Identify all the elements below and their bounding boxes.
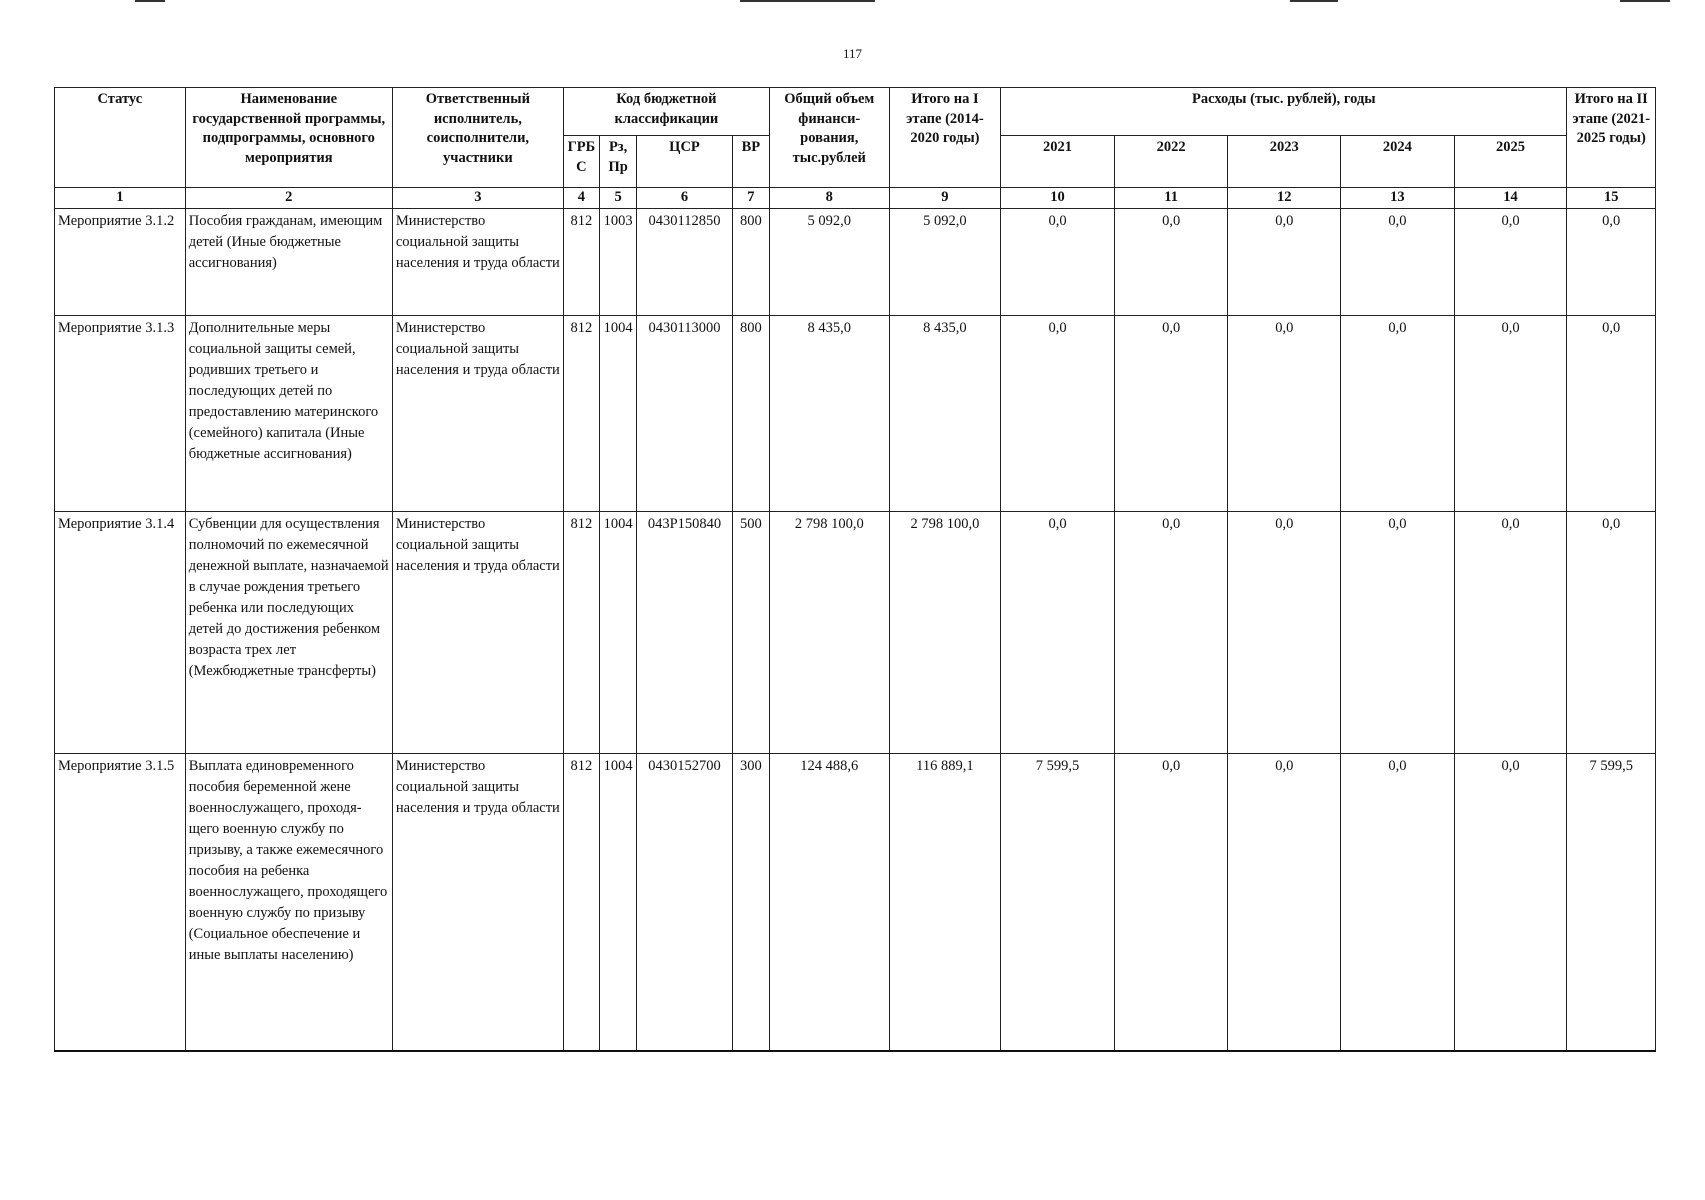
header-year-2024: 2024: [1341, 136, 1455, 188]
row-2023: 0,0: [1228, 754, 1341, 1052]
row-2024: 0,0: [1341, 754, 1455, 1052]
row-total: 124 488,6: [769, 754, 889, 1052]
header-year-2022: 2022: [1114, 136, 1228, 188]
scan-edge-mark: [1290, 0, 1338, 2]
column-number: 12: [1228, 188, 1341, 209]
table-row: [55, 754, 1656, 1052]
row-csr: 0430113000: [637, 316, 733, 512]
column-number: 1: [55, 188, 186, 209]
row-2023: 0,0: [1228, 209, 1341, 316]
header-name: Наименование государственной программы, подпрограммы, основного мероприятия: [185, 88, 392, 188]
row-csr: 0430152700: [637, 754, 733, 1052]
column-number: 14: [1454, 188, 1567, 209]
header-year-2023: 2023: [1228, 136, 1341, 188]
row-2025: 0,0: [1454, 209, 1567, 316]
header-expenses: Расходы (тыс. рублей), годы: [1001, 88, 1567, 136]
header-grbs: ГРБ С: [563, 136, 599, 188]
row-executor: Министерство социальной защиты населения и труда области: [392, 512, 563, 754]
row-vr: 800: [732, 316, 769, 512]
row-total: 8 435,0: [769, 316, 889, 512]
row-stage1: 2 798 100,0: [889, 512, 1001, 754]
row-stage1: 5 092,0: [889, 209, 1001, 316]
row-status: Мероприятие 3.1.5: [55, 754, 186, 1052]
header-rz: Рз, Пр: [600, 136, 637, 188]
header-csr: ЦСР: [637, 136, 733, 188]
row-rz: 1003: [600, 209, 637, 316]
header-row: [55, 88, 1656, 136]
column-number: 3: [392, 188, 563, 209]
column-number: 11: [1114, 188, 1228, 209]
row-2023: 0,0: [1228, 316, 1341, 512]
page-number: 117: [842, 46, 863, 61]
row-executor: Министерство социальной защиты населения и труда области: [392, 209, 563, 316]
row-vr: 500: [732, 512, 769, 754]
row-stage1: 116 889,1: [889, 754, 1001, 1052]
header-stage1: Итого на I этапе (2014-2020 годы): [889, 88, 1001, 188]
row-stage2: 0,0: [1567, 209, 1656, 316]
row-stage2: 0,0: [1567, 512, 1656, 754]
column-number: 15: [1567, 188, 1656, 209]
row-status: Мероприятие 3.1.3: [55, 316, 186, 512]
row-grbs: 812: [563, 316, 599, 512]
row-name: Дополнительные меры социальной защиты семей, родивших третьего и последующих детей по предоставлению материнского (семейного) капитала (Иные бюджетные ассигнования): [185, 316, 392, 512]
header-year-2021: 2021: [1001, 136, 1115, 188]
row-2024: 0,0: [1341, 512, 1455, 754]
header-status: Статус: [55, 88, 186, 188]
row-name: Пособия гражданам, имеющим детей (Иные бюджетные ассигнования): [185, 209, 392, 316]
row-executor: Министерство социальной защиты населения и труда области: [392, 754, 563, 1052]
header-vr: ВР: [732, 136, 769, 188]
row-rz: 1004: [600, 512, 637, 754]
header-budget-code: Код бюджетной классификации: [563, 88, 769, 136]
row-grbs: 812: [563, 512, 599, 754]
row-executor: Министерство социальной защиты населения и труда области: [392, 316, 563, 512]
header-year-2025: 2025: [1454, 136, 1567, 188]
row-grbs: 812: [563, 209, 599, 316]
row-rz: 1004: [600, 316, 637, 512]
column-number-row: [55, 188, 1656, 209]
row-vr: 800: [732, 209, 769, 316]
row-rz: 1004: [600, 754, 637, 1052]
column-number: 9: [889, 188, 1001, 209]
row-2025: 0,0: [1454, 512, 1567, 754]
row-2022: 0,0: [1114, 754, 1228, 1052]
row-2021: 0,0: [1001, 512, 1115, 754]
table-row: [55, 512, 1656, 754]
column-number: 4: [563, 188, 599, 209]
row-2021: 0,0: [1001, 316, 1115, 512]
scan-edge-mark: [1620, 0, 1670, 2]
row-csr: 0430112850: [637, 209, 733, 316]
row-name: Выплата единовременного пособия беременной жене военнослужащего, проходя- щего военную службу по призыву, а также ежемесячного пособия на ребенка военнослужащего, проходящего военную службу по призыву (Социальное обеспечение и иные выплаты населению): [185, 754, 392, 1052]
row-stage1: 8 435,0: [889, 316, 1001, 512]
row-2024: 0,0: [1341, 209, 1455, 316]
row-2022: 0,0: [1114, 512, 1228, 754]
row-name: Субвенции для осуществления полномочий по ежемесячной денежной выплате, назначаемой в случае рождения третьего ребенка или последующих детей до достижения ребенком возраста трех лет (Межбюджетные трансферты): [185, 512, 392, 754]
column-number: 7: [732, 188, 769, 209]
row-grbs: 812: [563, 754, 599, 1052]
row-2022: 0,0: [1114, 209, 1228, 316]
column-number: 6: [637, 188, 733, 209]
row-total: 5 092,0: [769, 209, 889, 316]
row-status: Мероприятие 3.1.2: [55, 209, 186, 316]
column-number: 13: [1341, 188, 1455, 209]
row-stage2: 7 599,5: [1567, 754, 1656, 1052]
row-2025: 0,0: [1454, 754, 1567, 1052]
row-total: 2 798 100,0: [769, 512, 889, 754]
header-total: Общий объем финанси- рования, тыс.рублей: [769, 88, 889, 188]
row-vr: 300: [732, 754, 769, 1052]
row-2024: 0,0: [1341, 316, 1455, 512]
row-2025: 0,0: [1454, 316, 1567, 512]
header-executor: Ответственный исполнитель, соисполнители, участники: [392, 88, 563, 188]
row-2023: 0,0: [1228, 512, 1341, 754]
column-number: 10: [1001, 188, 1115, 209]
row-csr: 043P150840: [637, 512, 733, 754]
row-2021: 0,0: [1001, 209, 1115, 316]
column-number: 5: [600, 188, 637, 209]
row-2021: 7 599,5: [1001, 754, 1115, 1052]
row-stage2: 0,0: [1567, 316, 1656, 512]
table-row: [55, 209, 1656, 316]
row-status: Мероприятие 3.1.4: [55, 512, 186, 754]
budget-table: [54, 87, 1656, 1052]
column-number: 2: [185, 188, 392, 209]
scan-edge-mark: [135, 0, 165, 2]
scan-edge-mark: [740, 0, 875, 2]
column-number: 8: [769, 188, 889, 209]
row-2022: 0,0: [1114, 316, 1228, 512]
header-stage2: Итого на II этапе (2021-2025 годы): [1567, 88, 1656, 188]
table-row: [55, 316, 1656, 512]
